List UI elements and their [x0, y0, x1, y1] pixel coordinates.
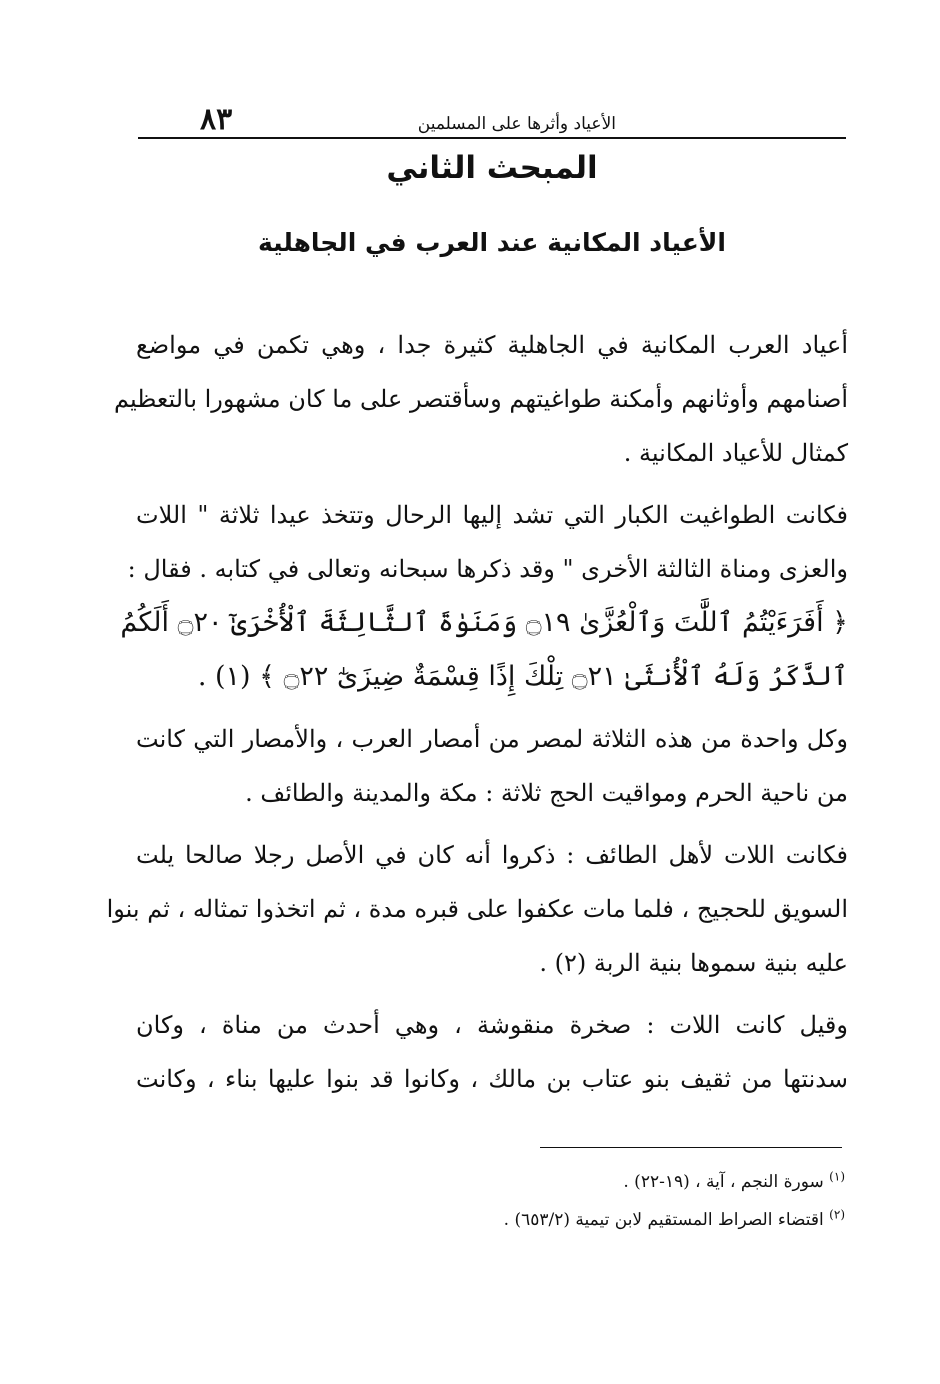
footnote-mark: (١) — [829, 1169, 845, 1184]
text-line: من ناحية الحرم ومواقيت الحج ثلاثة : مكة والمدينة والطائف . — [245, 779, 848, 807]
text-line: فكانت الطواغيت الكبار التي تشد إليها الرحال وتتخذ عيدا ثلاثة " اللات — [136, 501, 848, 529]
running-head — [138, 100, 846, 140]
paragraph-2 — [120, 488, 848, 704]
text-line: كمثال للأعياد المكانية . — [623, 439, 848, 467]
text-line: فكانت اللات لأهل الطائف : ذكروا أنه كان في الأصل رجلا صالحا يلت — [136, 841, 848, 869]
text-line: أصنامهم وأوثانهم وأمكنة طواغيتهم وسأقتصر على ما كان مشهورا بالتعظيم — [113, 385, 848, 413]
footnote-1 — [300, 1163, 845, 1201]
footnotes — [300, 1163, 845, 1239]
body-text — [106, 318, 848, 1106]
text-line: سدنتها من ثقيف بنو عتاب بن مالك ، وكانوا قد بنوا عليها بناء ، وكانت — [136, 1065, 848, 1093]
quran-verse-line: ﴿ أَفَرَءَيْتُمُ ٱللَّٰتَ وَٱلْعُزَّىٰ ۝١٩ وَمَنَوٰةَ ٱلثَّالِثَةَ ٱلْأُخْرَىٰٓ ۝٢٠ أَلَكُمُ — [120, 607, 848, 638]
paragraph-5 — [136, 998, 848, 1106]
footnote-2 — [300, 1201, 845, 1239]
footnote-rule — [540, 1147, 842, 1148]
text-line: عليه بنية سموها بنية الربة (٢) . — [539, 949, 848, 977]
text-line: وقيل كانت اللات : صخرة منقوشة ، وهي أحدث من مناة ، وكان — [136, 1011, 848, 1039]
text-line: وكل واحدة من هذه الثلاثة لمصر من أمصار العرب ، والأمصار التي كانت — [136, 725, 848, 753]
text-line: السويق للحجيج ، فلما مات عكفوا على قبره مدة ، ثم اتخذوا تمثاله ، ثم بنوا — [106, 895, 848, 923]
footnote-text: سورة النجم ، آية ، (١٩-٢٢) . — [623, 1172, 824, 1192]
text-line: أعياد العرب المكانية في الجاهلية كثيرة جدا ، وهي تكمن في مواضع — [136, 331, 848, 359]
header-rule — [138, 137, 846, 139]
text-line: والعزى ومناة الثالثة الأخرى " وقد ذكرها سبحانه وتعالى في كتابه . فقال : — [127, 555, 848, 583]
section-subtitle: الأعياد المكانية عند العرب في الجاهلية — [258, 228, 726, 257]
paragraph-4 — [106, 828, 848, 990]
footnote-mark: (٢) — [829, 1207, 845, 1222]
paragraph-1 — [113, 318, 848, 480]
quran-verse-line: ٱلذَّكَرُ وَلَهُ ٱلْأُنثَىٰ ۝٢١ تِلْكَ إِذًا قِسْمَةٌ ضِيزَىٰٓ ۝٢٢ ﴾ (١) . — [197, 661, 848, 692]
page-number: ٨٣ — [200, 102, 233, 137]
paragraph-3 — [136, 712, 848, 820]
footnote-text: اقتضاء الصراط المستقيم لابن تيمية (٦٥٣/٢) . — [503, 1210, 824, 1230]
book-title: الأعياد وأثرها على المسلمين — [417, 114, 616, 134]
section-title: المبحث الثاني — [386, 150, 598, 186]
